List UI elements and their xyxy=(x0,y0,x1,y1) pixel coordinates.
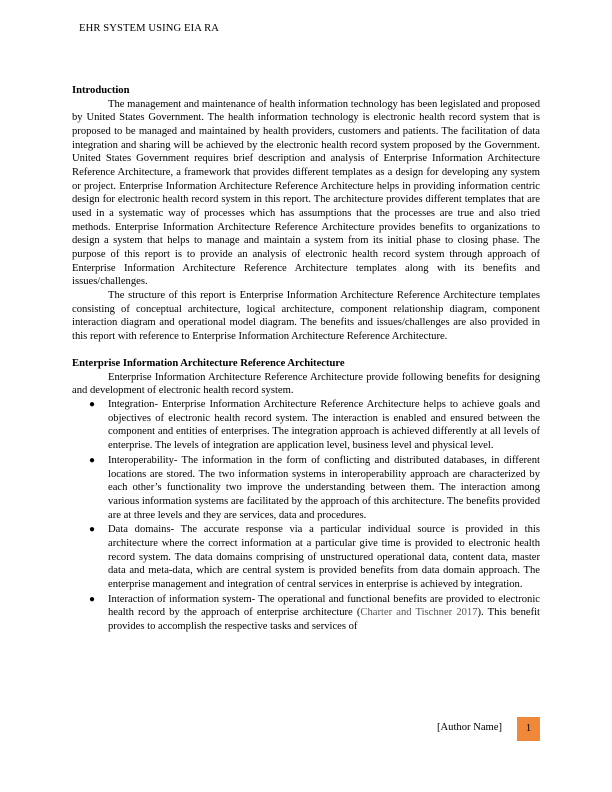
eia-paragraph-1: Enterprise Information Architecture Reference Architecture provide following benefits for designing and development of electronic health record system. xyxy=(72,371,540,397)
bullet-icon: ● xyxy=(89,524,96,536)
bullet-icon: ● xyxy=(89,454,96,466)
intro-paragraph-2: The structure of this report is Enterprise Information Architecture Reference Architecture templates consisting of conceptual architecture, logical architecture, component relationship diagram, component interaction diagram and operational model diagram. The benefits and issues/challenges are also provided in this report with reference to Enterprise Information Architecture Reference Architecture. xyxy=(72,289,540,342)
intro-paragraph-1: The management and maintenance of health information technology has been legislated and proposed by United States Government. The health information technology is electronic health record system that is proposed to be managed and maintained by health providers, customers and patients. The facilitation of data integration and sharing will be achieved by the electronic health record system proposed by the Government. United States Government requires brief description and analysis of Enterprise Information Architecture Reference Architecture, a framework that provides different templates as a design for developing any system or project. Enterprise Information Architecture Reference Architecture helps in providing information centric design for electronic health record system in this report. The architecture provides different templates that are used in a systematic way of processes which has assumptions that the processes are true and also tried methods. Enterprise Information Architecture Reference Architecture provides benefits to organizations to design a system that helps to manage and maintain a system from its initial phase to closing phase. The purpose of this report is to provide an analysis of electronic health record system through approach of Enterprise Information Architecture Reference Architecture templates along with its benefits and issues/challenges. xyxy=(72,98,540,288)
running-header: EHR SYSTEM USING EIA RA xyxy=(79,23,220,34)
bullet-icon: ● xyxy=(89,593,96,605)
page-number: 1 xyxy=(517,717,540,741)
list-item xyxy=(72,523,540,591)
benefits-list xyxy=(72,398,540,634)
eia-heading: Enterprise Information Architecture Reference Architecture xyxy=(72,358,345,370)
bullet-icon: ● xyxy=(89,399,96,411)
footer-author: [Author Name] xyxy=(437,722,503,733)
list-item xyxy=(72,593,540,634)
list-item xyxy=(72,454,540,522)
list-item-text: Interoperability- The information in the form of conflicting and distributed databases, in different locations are stored. The two information systems in interoperability approach are characterized by each other’s functionality two improve the understanding between them. The interaction among various information systems are facilitated by the approach of this architecture. The benefits provided are at three levels and they are services, data and procedures. xyxy=(108,454,540,521)
list-item-text: Integration- Enterprise Information Architecture Reference Architecture helps to achieve goals and objectives of electronic health record system. The interaction is enabled and ensured between the component and entities of enterprises. The integration approach is achieved differently at all levels of enterprise. The levels of integration are application level, business level and physical level. xyxy=(108,399,540,452)
document-body xyxy=(72,84,540,635)
citation: Charter and Tischner 2017 xyxy=(360,607,478,619)
list-item xyxy=(72,398,540,453)
list-item-text: Data domains- The accurate response via a particular individual source is provided in this architecture where the correct information at a particular give time is provided to electronic health record system. The data domains comprising of unstructured operational data, content data, master data and meta-data, which are central system is provided benefits from data domain approach. The enterprise management and integration of central services in enterprise is achieved by integration. xyxy=(108,524,540,590)
list-item-text: Interaction of information system- The operational and functional benefits are provided to electronic health record by the approach of enterprise architecture ( xyxy=(108,593,540,619)
list-item-text-cont: ). This benefit provides to accomplish the respective tasks and services of xyxy=(108,607,540,633)
intro-heading: Introduction xyxy=(72,85,130,96)
